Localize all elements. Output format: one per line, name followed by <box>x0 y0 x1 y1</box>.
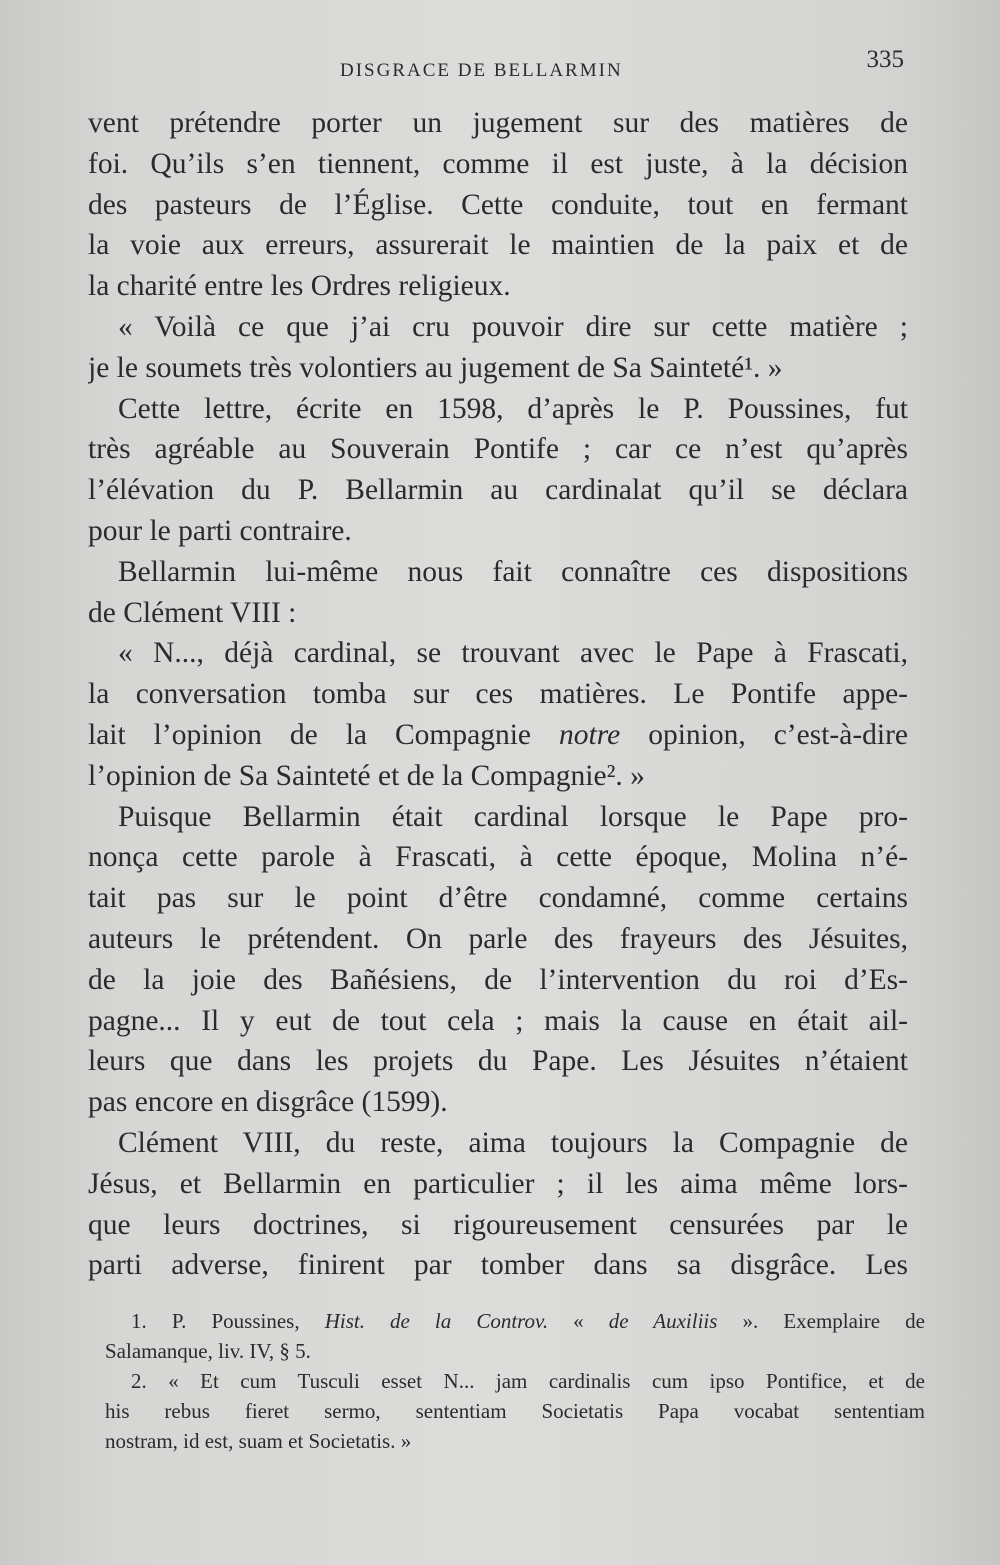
footnote-1-cont: Salamanque, liv. IV, § 5. <box>105 1339 311 1363</box>
emphasis-notre: notre <box>559 718 621 751</box>
footnote-segment: 1. P. Poussines, <box>131 1309 325 1333</box>
text-line: Bellarmin lui-même nous fait connaître ces dispositions <box>118 555 908 588</box>
page-number: 335 <box>866 46 904 73</box>
text-line: très agréable au Souverain Pontife ; car ce n’est qu’après <box>88 433 908 466</box>
page-header <box>90 42 910 82</box>
text-line: pagne... Il y eut de tout cela ; mais la cause en était ail- <box>88 1004 908 1037</box>
text-line: l’élévation du P. Bellarmin au cardinalat qu’il se déclara <box>88 474 908 507</box>
text-line: pas encore en disgrâce (1599). <box>88 1086 448 1119</box>
footnote-title: de Auxiliis <box>608 1309 718 1333</box>
text-line: tait pas sur le point d’être condamné, comme certains <box>88 882 908 915</box>
footnote-1 <box>105 1306 925 1336</box>
text-line: Clément VIII, du reste, aima toujours la Compagnie de <box>118 1126 908 1159</box>
footnote-title: Hist. de la Controv. <box>324 1309 549 1333</box>
text-line: pour le parti contraire. <box>88 514 352 547</box>
footnote-2: 2. « Et cum Tusculi esset N... jam cardinalis cum ipso Pontifice, et de <box>131 1369 925 1393</box>
text-line: « Voilà ce que j’ai cru pouvoir dire sur cette matière ; <box>118 310 908 343</box>
text-line <box>88 715 908 756</box>
footnote-2-cont: nostram, id est, suam et Societatis. » <box>105 1429 412 1453</box>
text-line: leurs que dans les projets du Pape. Les Jésuites n’étaient <box>88 1045 908 1078</box>
footnote-segment: « <box>548 1309 609 1333</box>
text-line: Cette lettre, écrite en 1598, d’après le P. Poussines, fut <box>118 392 908 425</box>
text-line: parti adverse, finirent par tomber dans sa disgrâce. Les <box>88 1249 908 1282</box>
text-line: la charité entre les Ordres religieux. <box>88 270 511 303</box>
text-line: auteurs le prétendent. On parle des frayeurs des Jésuites, <box>88 922 908 955</box>
text-line: que leurs doctrines, si rigoureusement censurées par le <box>88 1208 908 1241</box>
text-line: des pasteurs de l’Église. Cette conduite, tout en fermant <box>88 188 908 221</box>
running-title: DISGRACE DE BELLARMIN <box>340 60 623 81</box>
text-line: Puisque Bellarmin était cardinal lorsque le Pape pro- <box>118 800 908 833</box>
text-line: je le soumets très volontiers au jugement de Sa Sainteté¹. » <box>88 351 783 384</box>
text-line: la conversation tomba sur ces matières. Le Pontife appe- <box>88 678 908 711</box>
text-line: l’opinion de Sa Sainteté et de la Compagnie². » <box>88 759 645 792</box>
text-line: vent prétendre porter un jugement sur des matières de <box>88 107 908 139</box>
text-line: « N..., déjà cardinal, se trouvant avec le Pape à Frascati, <box>118 637 908 670</box>
text-line: Jésus, et Bellarmin en particulier ; il les aima même lors- <box>88 1167 908 1200</box>
text-line: nonça cette parole à Frascati, à cette époque, Molina n’é- <box>88 841 908 874</box>
text-line: foi. Qu’ils s’en tiennent, comme il est juste, à la décision <box>88 147 908 180</box>
text-line: la voie aux erreurs, assurerait le maintien de la paix et de <box>88 229 908 262</box>
line-segment: opinion, c’est-à-dire <box>620 718 908 751</box>
footnote-segment: ». Exemplaire de <box>717 1309 925 1333</box>
line-segment: lait l’opinion de la Compagnie <box>88 718 559 751</box>
text-line: de Clément VIII : <box>88 596 297 629</box>
footnotes <box>105 1306 925 1456</box>
body-text <box>88 103 908 1286</box>
text-line: de la joie des Bañésiens, de l’intervention du roi d’Es- <box>88 963 908 996</box>
footnote-2-cont: his rebus fieret sermo, sententiam Societatis Papa vocabat sententiam <box>105 1399 925 1423</box>
